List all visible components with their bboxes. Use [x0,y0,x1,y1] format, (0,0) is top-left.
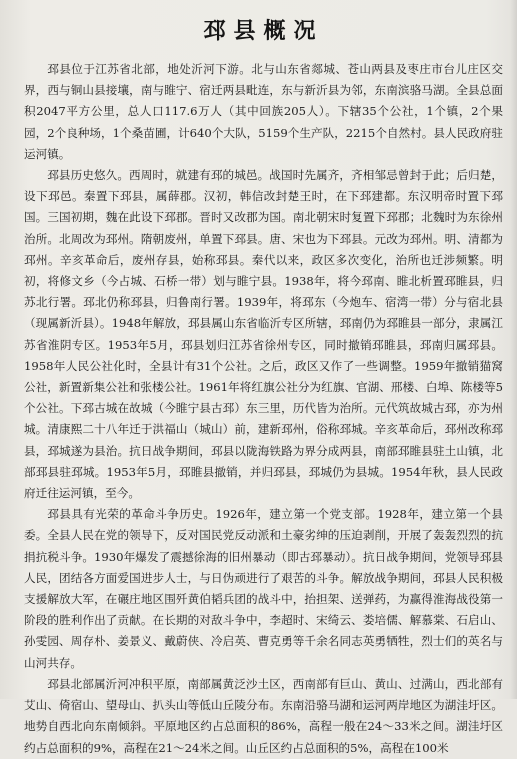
paragraph-history: 邳县历史悠久。西周时，就建有邳的城邑。战国时先属齐，齐相邹忌曾封于此；后归楚，设下邳邑。秦置下邳县，属薛郡。汉初，韩信改封楚王时，在下邳建都。东汉明帝时置下邳国。三国初期，魏在此设下邳郡。晋时又改郡为国。南北朝宋时复置下邳郡；北魏时为东徐州治所。北周改为邳州。隋朝废州，单置下邳县。唐、宋也为下邳县。元改为邳州。明、清都为邳州。辛亥革命后，废州存县，始称邳县。秦代以来，政区多次变化，治所也迁涉频繁。明初，将修文乡（今占城、石桥一带）划与睢宁县。1938年，将今邳南、睢北析置邳睢县，归苏北行署。邳北仍称邳县，归鲁南行署。1939年，将邳东（今炮车、宿湾一带）分与宿北县（现属新沂县）。1948年解放，邳县属山东省临沂专区所辖，邳南仍为邳睢县一部分，隶属江苏省淮阴专区。1953年5月，邳县划归江苏省徐州专区，同时撤销邳睢县，邳南归属邳县。1958年人民公社化时，全县计有31个公社。之后，政区又作了一些调整。1959年撤销猫窝公社，新置新集公社和张楼公社。1961年将红旗公社分为红旗、官湖、邢楼、白埠、陈楼等5个公社。下邳古城在故城（今睢宁县古邳）东三里，历代皆为治所。元代筑故城古邳，亦为州城。清康熙二十八年迁于洪福山（城山）前，建新邳州，俗称邳城。辛亥革命后，邳州改称邳县，邳城遂为县治。抗日战争期间，邳县以陇海铁路为界分成两县，南部邳睢县驻土山镇，北部邳县驻邳城。1953年5月，邳睢县撤销，并归邳县，邳城仍为县城。1954年秋，县人民政府迁往运河镇，至今。 [24,168,503,501]
page-title: 邳县概况 [203,18,324,44]
paragraph-revolution: 邳县具有光荣的革命斗争历史。1926年，建立第一个党支部。1928年，建立第一个县委。全县人民在党的领导下，反对国民党反动派和土豪劣绅的压迫剥削，开展了轰轰烈烈的抗捐抗税斗争。1930年爆发了震撼徐海的旧州暴动（即古邳暴动）。抗日战争期间，党领导邳县人民，团结各方面爱国进步人士，与日伪顽进行了艰苦的斗争。解放战争期间，邳县人民积极支援解放大军，在碾庄地区围歼黄伯韬兵团的战斗中，抬担架、送弹药，为赢得淮海战役第一阶段的胜利作出了贡献。在长期的对敌斗争中，李超时、宋绮云、娄培儒、解慕棠、石启山、孙雯园、周存朴、姜景义、戴蔚侠、冷启英、曹克勇等千余名同志英勇牺牲，烈士们的英名与山河共存。 [24,507,503,670]
page-edge-shadow [510,0,517,699]
paragraph-geography: 邳县北部属沂河冲积平原，南部属黄泛沙土区，西南部有巨山、黄山、过满山，西北部有艾山、倚宿山、望母山、扒头山等低山丘陵分布。东南沿骆马湖和运河两岸地区为湖洼圩区。地势自西北向东南倾斜。平原地区约占总面积的86%，高程一般在24～33米之间。湖洼圩区约占总面积的9%，高程在21～24米之间。山丘区约占总面积的5%，高程在100米 [24,676,503,755]
paragraph-location: 邳县位于江苏省北部，地处沂河下游。北与山东省郯城、苍山两县及枣庄市台儿庄区交界，西与铜山县接壤，南与睢宁、宿迁两县毗连，东与新沂县为邻，东南滨骆马湖。全县总面积2047平方公里，总人口117.6万人（其中回族205人）。下辖35个公社，1个镇，2个果园，2个良种场，1个桑苗圃，计640个大队，5159个生产队，2215个自然村。县人民政府驻运河镇。 [24,62,503,161]
